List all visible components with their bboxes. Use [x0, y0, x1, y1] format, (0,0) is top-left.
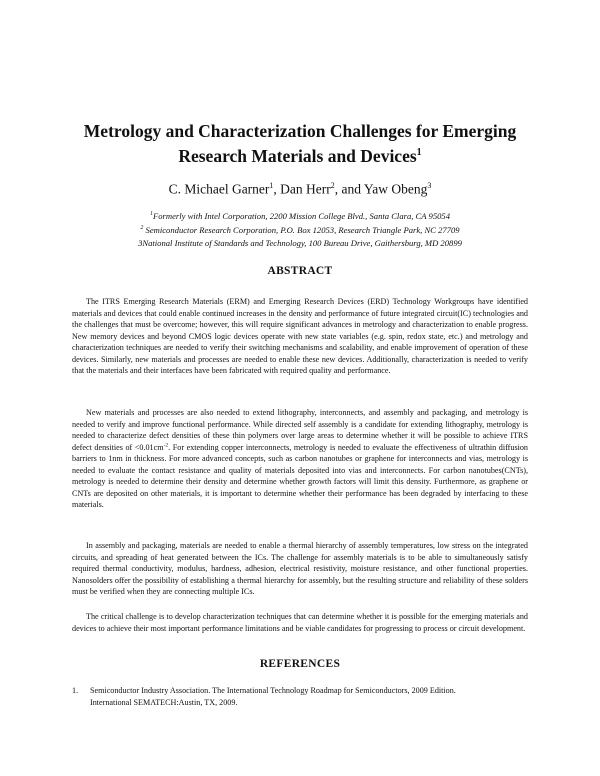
- affiliation-1: $^1$Formerly with Intel Corporation, 2200 Mission College Blvd., Santa Clara, CA 95054: [149, 210, 451, 221]
- affiliation-2: $^2$ Semiconductor Research Corporation, P.O. Box 12053, Research Triangle Park, NC 27709: [140, 225, 460, 236]
- author-2-affil: 2: [330, 181, 335, 190]
- author-3: Yaw Obeng: [363, 181, 428, 197]
- abstract-paragraph-2: New materials and processes are also needed to extend lithography, interconnects, and assembly and packaging, and metrology is needed to verify and improve functional performance. While directed self assembly is a candidate for extending lithography, metrology is needed to characterize defect densities of these thin polymers over large areas to determine whether it will be possible to achieve ITRS defect densities of $<0.01cm^{-2}$. For extending copper interconnects, metrology is needed to evaluate the effectiveness of ultrathin diffusion barriers to 1nm in thickness. For more advanced concepts, such as carbon nanotubes or graphene for interconnects and vias, metrology is needed to evaluate the contact resistance and quality of materials deposited into vias and interconnects. For carbon nanotubes(CNTs), metrology is needed to determine their density and determine whether growth factors will limit this density. Furthermore, as graphene or CNTs are deposited on other materials, it is important to determine whether their performance has been degraded by interfacing to these materials.: [72, 408, 528, 510]
- author-2: Dan Herr: [280, 181, 331, 197]
- author-3-affil: 3: [427, 181, 432, 190]
- author-1: C. Michael Garner: [168, 181, 270, 197]
- abstract-paragraph-3: In assembly and packaging, materials are needed to enable a thermal hierarchy of assembly temperatures, low stress on the integrated circuits, and spreading of heat generated between the ICs. The challenge for assembly materials is to be able to simultaneously satisfy required thermal conductivity, modulus, hardness, adhesion, electrical resistivity, moisture resistance, and other functional properties. Nanosolders offer the possibility of establishing a thermal hierarchy for assembly, but the resulting structure and reliability of these solders must be verified when they are connecting multiple ICs.: [72, 541, 528, 597]
- abstract-heading: ABSTRACT: [267, 265, 333, 277]
- references-heading: REFERENCES: [259, 658, 341, 670]
- reference-list: [72, 685, 528, 708]
- affiliations: [40, 208, 560, 249]
- title-line-2: Research Materials and Devices: [178, 145, 417, 166]
- reference-number: 1.: [72, 686, 79, 695]
- reference-item: [72, 685, 528, 708]
- reference-text: Semiconductor Industry Association. The International Technology Roadmap for Semiconductors, 2009 Edition. International SEMATECH:Austin, TX, 2009.: [90, 686, 456, 707]
- author-list: C. Michael Garner$^1$, Dan Herr$^2$, and Yaw Obeng$^3$: [168, 181, 432, 197]
- author-1-affil: 1: [269, 181, 274, 190]
- paper-title: [40, 120, 560, 167]
- affiliation-3: 3National Institute of Standards and Technology, 100 Bureau Drive, Gaithersburg, MD 20899: [138, 237, 462, 248]
- title-footnote-mark: 1: [416, 147, 422, 158]
- abstract-paragraph-1: The ITRS Emerging Research Materials (ERM) and Emerging Research Devices (ERD) Technology Workgroups have identified materials and devices that could enable continued increases in the density and performance of future integrated circuit(IC) technologies and the challenges that must be overcome; however, this will require significant advances in metrology and characterization to enable progress. New memory devices and beyond CMOS logic devices operate with new state variables (e.g. spin, redox state, etc.) and metrology and characterization techniques are needed to verify their switching mechanisms and scalability, and enable improvement of operation of these devices. Similarly, new materials and processes are needed to enable these new devices. Additionally, characterization is needed to verify that the materials and their interfaces have been fabricated with required quality and performance.: [72, 297, 528, 376]
- abstract-paragraph-4: The critical challenge is to develop characterization techniques that can determine whether it is possible for the emerging materials and devices to achieve their most important performance limitations and be viable candidates for progressing to process or circuit development.: [72, 612, 528, 633]
- title-line-1: Metrology and Characterization Challenges for Emerging: [83, 121, 517, 141]
